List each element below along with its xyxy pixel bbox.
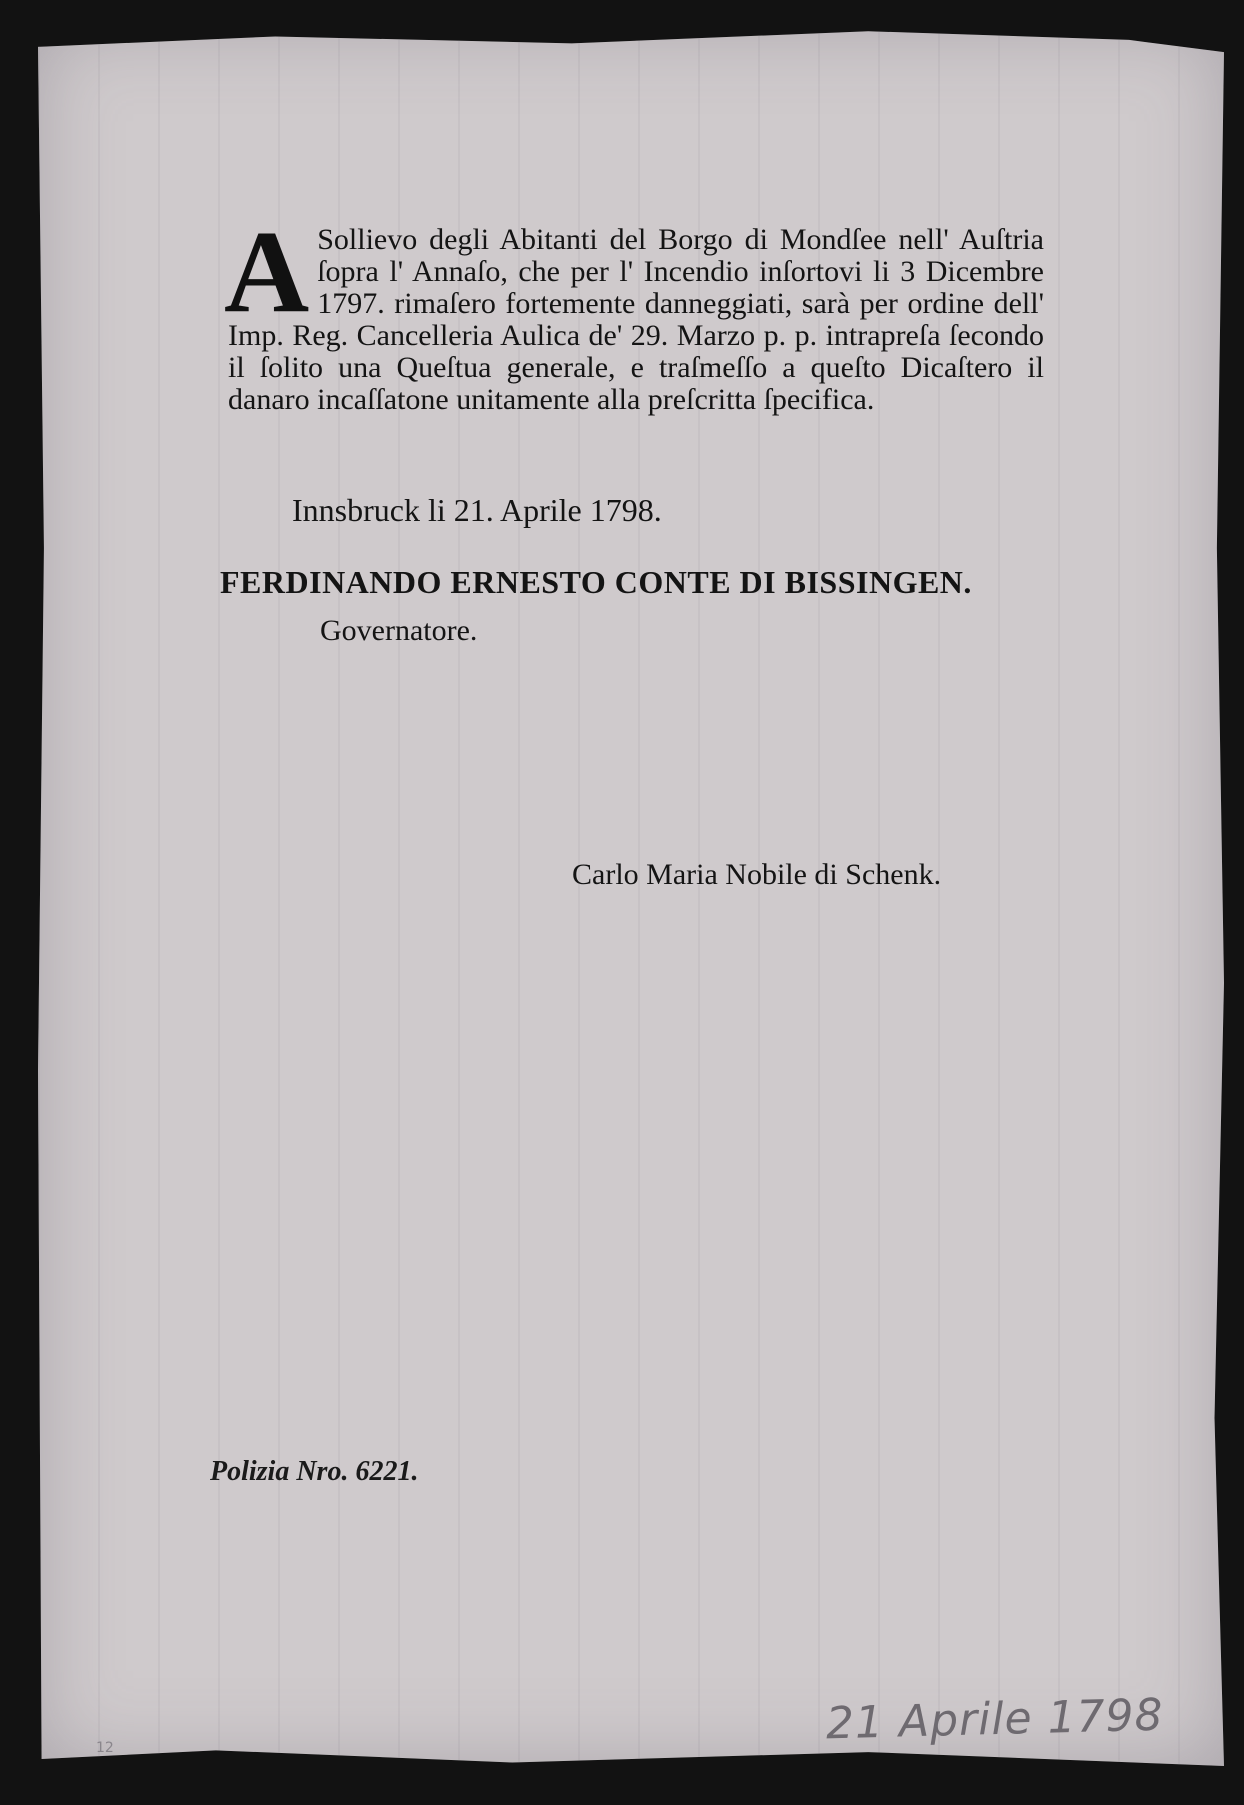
body-paragraph: Sollievo degli Abitanti del Borgo di Mondſee nell' Auſtria ſopra l' Annaſo, che per l' Incendio inſortovi li 3 Dicembre 1797. rimaſero fortemente danneggiati, sarà per ordine dell' Imp. Reg. Cancelleria Aulica de' 29. Marzo p. p. intrapreſa ſecondo il ſolito una Queſtua generale, e traſmeſſo a queſto Dicaſtero il danaro incaſſatone unitamente alla preſcritta ſpecifica. [228, 223, 1044, 416]
drop-cap: A [224, 206, 310, 337]
signatory-title: Governatore. [320, 614, 478, 647]
handwritten-date-note: 21 Aprile 1798 [825, 1689, 1165, 1750]
place-date-line: Innsbruck li 21. Aprile 1798. [292, 492, 662, 528]
corner-pencil-mark: 12 [96, 1740, 114, 1756]
countersignatory-name: Carlo Maria Nobile di Schenk. [572, 858, 942, 891]
proclamation-body [224, 206, 1044, 416]
reference-number: Polizia Nro. 6221. [210, 1456, 419, 1487]
signatory-name: FERDINANDO ERNESTO CONTE DI BISSINGEN. [220, 564, 972, 600]
